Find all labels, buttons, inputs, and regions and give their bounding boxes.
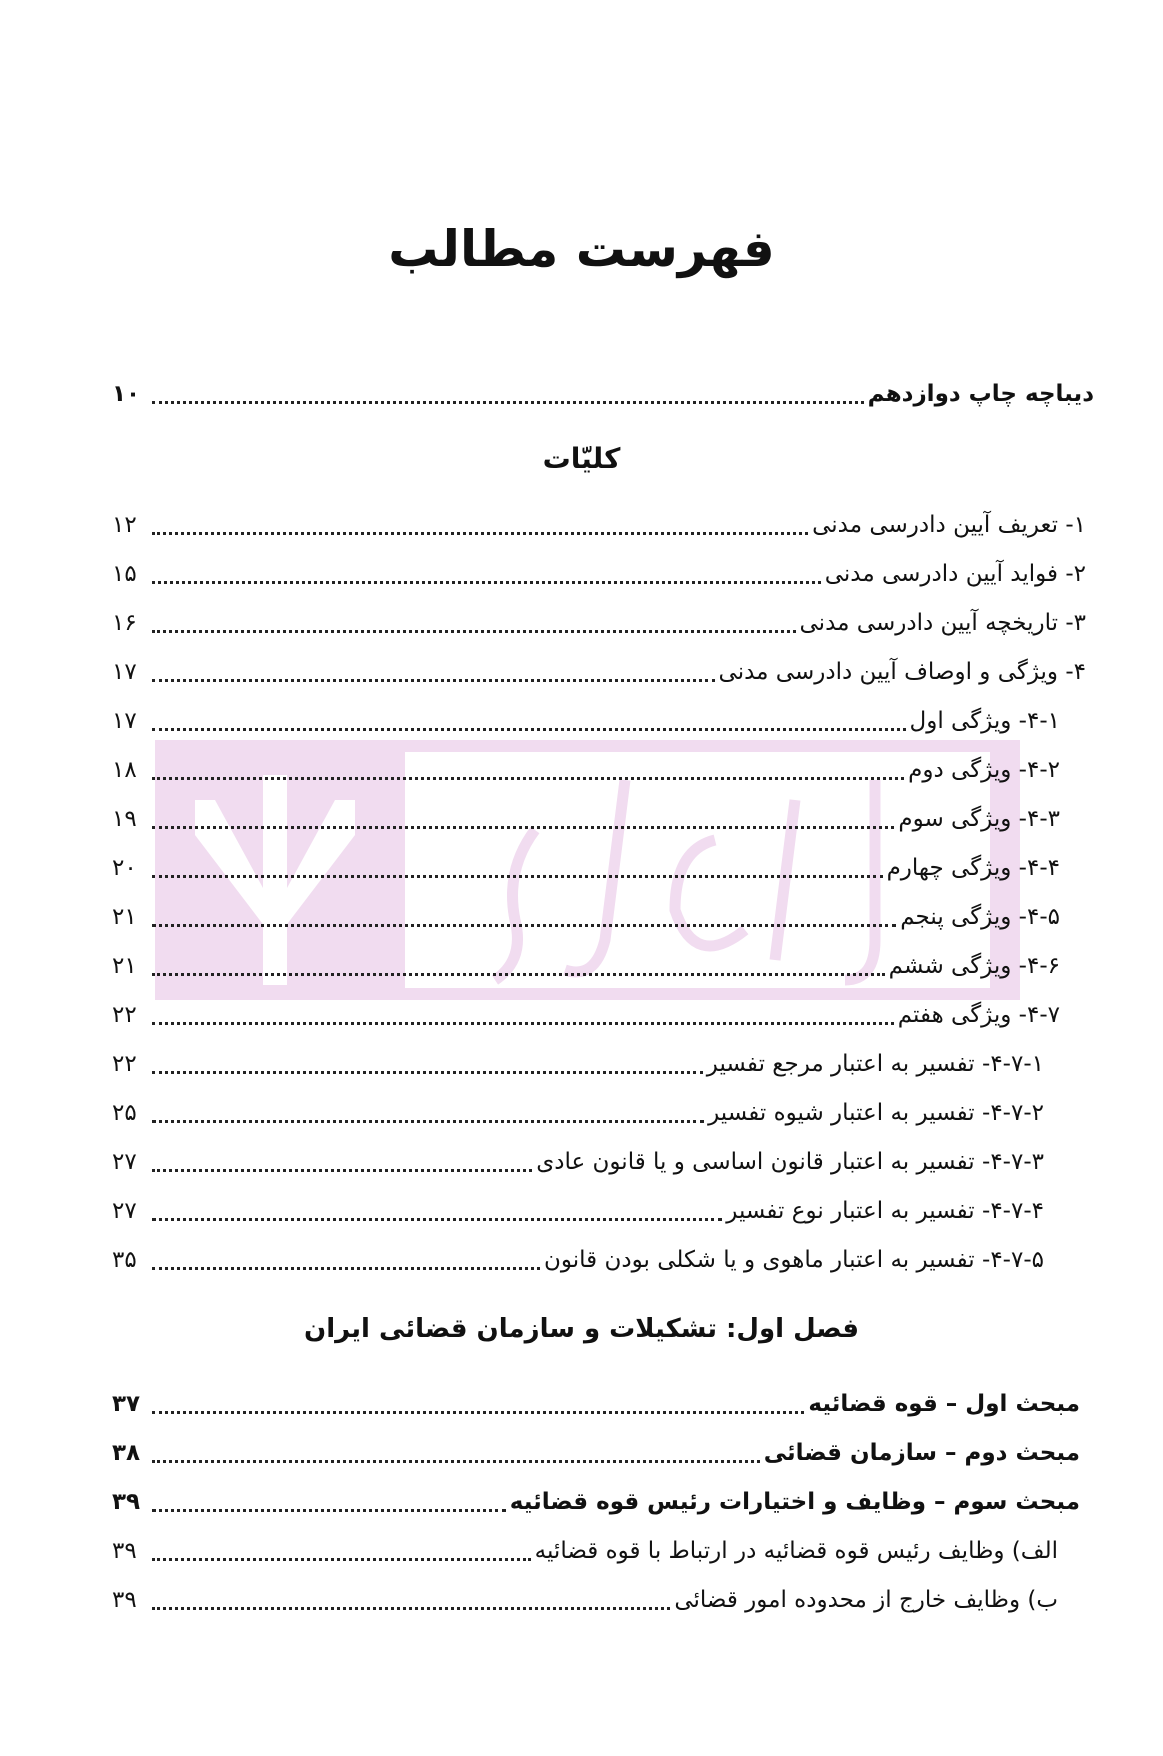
toc-entry-page: ۱۷	[112, 708, 137, 734]
toc-entry-page: ۲۱	[112, 953, 137, 979]
toc-entry-title: مبحث اول – قوه قضائیه	[808, 1391, 1080, 1417]
dot-leader	[152, 1022, 894, 1025]
toc-entry-page: ۲۱	[112, 904, 137, 930]
dot-leader	[152, 1411, 804, 1414]
toc-entry-page: ۳۹	[112, 1489, 141, 1515]
toc-entry-page: ۳۷	[112, 1391, 141, 1417]
toc-entry[interactable]	[112, 1482, 1080, 1522]
toc-entry-page: ۱۰	[112, 381, 141, 407]
toc-entry-page: ۱۹	[112, 806, 137, 832]
toc-entry-title: ۴-۷-۵- تفسیر به اعتبار ماهوی و یا شکلی بودن قانون	[543, 1247, 1044, 1273]
toc-entry[interactable]	[112, 505, 1086, 545]
toc-entry[interactable]	[112, 1093, 1044, 1133]
toc-entry-preface[interactable]	[112, 374, 1094, 414]
toc-entry-title: مبحث سوم – وظایف و اختیارات رئیس قوه قضائیه	[509, 1489, 1080, 1515]
dot-leader	[152, 1267, 540, 1270]
toc-entry-page: ۳۹	[112, 1587, 137, 1613]
toc-entry-title: ۴-۲- ویژگی دوم	[908, 757, 1060, 783]
dot-leader	[152, 728, 906, 731]
toc-entry-page: ۱۶	[112, 610, 137, 636]
toc-entry-page: ۳۹	[112, 1538, 137, 1564]
toc-entry[interactable]	[112, 1580, 1058, 1620]
dot-leader	[152, 973, 885, 976]
dot-leader	[152, 1509, 506, 1512]
toc-entry-title: الف) وظایف رئیس قوه قضائیه در ارتباط با قوه قضائیه	[534, 1538, 1058, 1564]
toc-entry[interactable]	[112, 1384, 1080, 1424]
toc-entry[interactable]	[112, 848, 1060, 888]
toc-entry[interactable]	[112, 603, 1086, 643]
toc-entry-title: ۴-۱- ویژگی اول	[909, 708, 1060, 734]
toc-entry-page: ۲۲	[112, 1002, 137, 1028]
dot-leader	[152, 777, 904, 780]
toc-entry[interactable]	[112, 1240, 1044, 1280]
toc-entry-page: ۱۷	[112, 659, 137, 685]
dot-leader	[152, 1218, 722, 1221]
toc-entry-page: ۳۸	[112, 1440, 141, 1466]
dot-leader	[152, 1460, 760, 1463]
toc-entry[interactable]	[112, 995, 1060, 1035]
toc-entry-page: ۲۷	[112, 1198, 137, 1224]
toc-entry[interactable]	[112, 897, 1060, 937]
toc-entry[interactable]	[112, 799, 1060, 839]
dot-leader	[152, 875, 883, 878]
dot-leader	[152, 679, 715, 682]
toc-entry-title: ۴-۷-۳- تفسیر به اعتبار قانون اساسی و یا قانون عادی	[536, 1149, 1044, 1175]
dot-leader	[152, 1607, 670, 1610]
dot-leader	[152, 826, 894, 829]
dot-leader	[152, 1120, 704, 1123]
toc-entry-page: ۱۵	[112, 561, 137, 587]
toc-entry-title: دیباچه چاپ دوازدهم	[867, 381, 1094, 407]
dot-leader	[152, 924, 896, 927]
toc-entry-page: ۲۷	[112, 1149, 137, 1175]
toc-entry-page: ۱۸	[112, 757, 137, 783]
toc-entry-title: ۴-۶- ویژگی ششم	[888, 953, 1060, 979]
toc-entry-page: ۱۲	[112, 512, 137, 538]
dot-leader	[152, 532, 808, 535]
toc-entry[interactable]	[112, 1142, 1044, 1182]
toc-entry-page: ۲۲	[112, 1051, 137, 1077]
toc-entry-title: ۴-۷-۱- تفسیر به اعتبار مرجع تفسیر	[706, 1051, 1044, 1077]
toc-entry[interactable]	[112, 701, 1060, 741]
page-title: فهرست مطالب	[388, 220, 775, 278]
toc-entry-page: ۲۰	[112, 855, 137, 881]
toc-entry-title: ۲- فواید آیین دادرسی مدنی	[824, 561, 1086, 587]
toc-entry-title: ۴- ویژگی و اوصاف آیین دادرسی مدنی	[718, 659, 1086, 685]
toc-entry[interactable]	[112, 750, 1060, 790]
toc-entry-page: ۲۵	[112, 1100, 137, 1126]
dot-leader	[152, 401, 864, 404]
toc-entry[interactable]	[112, 1044, 1044, 1084]
dot-leader	[152, 581, 821, 584]
toc-entry[interactable]	[112, 946, 1060, 986]
toc-entry-title: ۴-۷-۲- تفسیر به اعتبار شیوه تفسیر	[708, 1100, 1044, 1126]
dot-leader	[152, 1558, 531, 1561]
toc-entry[interactable]	[112, 1191, 1044, 1231]
toc-entry-title: ۳- تاریخچه آیین دادرسی مدنی	[799, 610, 1086, 636]
toc-entry-title: ۱- تعریف آیین دادرسی مدنی	[812, 512, 1086, 538]
toc-entry-page: ۳۵	[112, 1247, 137, 1273]
dot-leader	[152, 630, 796, 633]
toc-entry[interactable]	[112, 652, 1086, 692]
dot-leader	[152, 1071, 703, 1074]
toc-entry-title: ۴-۷-۴- تفسیر به اعتبار نوع تفسیر	[726, 1198, 1044, 1224]
section-heading-generalities: کلیّات	[542, 442, 621, 475]
toc-entry-title: مبحث دوم – سازمان قضائی	[763, 1440, 1080, 1466]
toc-entry[interactable]	[112, 1433, 1080, 1473]
toc-entry-title: ۴-۷- ویژگی هفتم	[897, 1002, 1060, 1028]
toc-entry[interactable]	[112, 554, 1086, 594]
toc-entry[interactable]	[112, 1531, 1058, 1571]
toc-entry-title: ۴-۴- ویژگی چهارم	[886, 855, 1060, 881]
toc-entry-title: ۴-۳- ویژگی سوم	[898, 806, 1060, 832]
toc-entry-title: ب) وظایف خارج از محدوده امور قضائی	[674, 1587, 1058, 1613]
toc-entry-title: ۴-۵- ویژگی پنجم	[900, 904, 1060, 930]
section-heading-chapter-one: فصل اول: تشکیلات و سازمان قضائی ایران	[304, 1314, 859, 1344]
dot-leader	[152, 1169, 532, 1172]
